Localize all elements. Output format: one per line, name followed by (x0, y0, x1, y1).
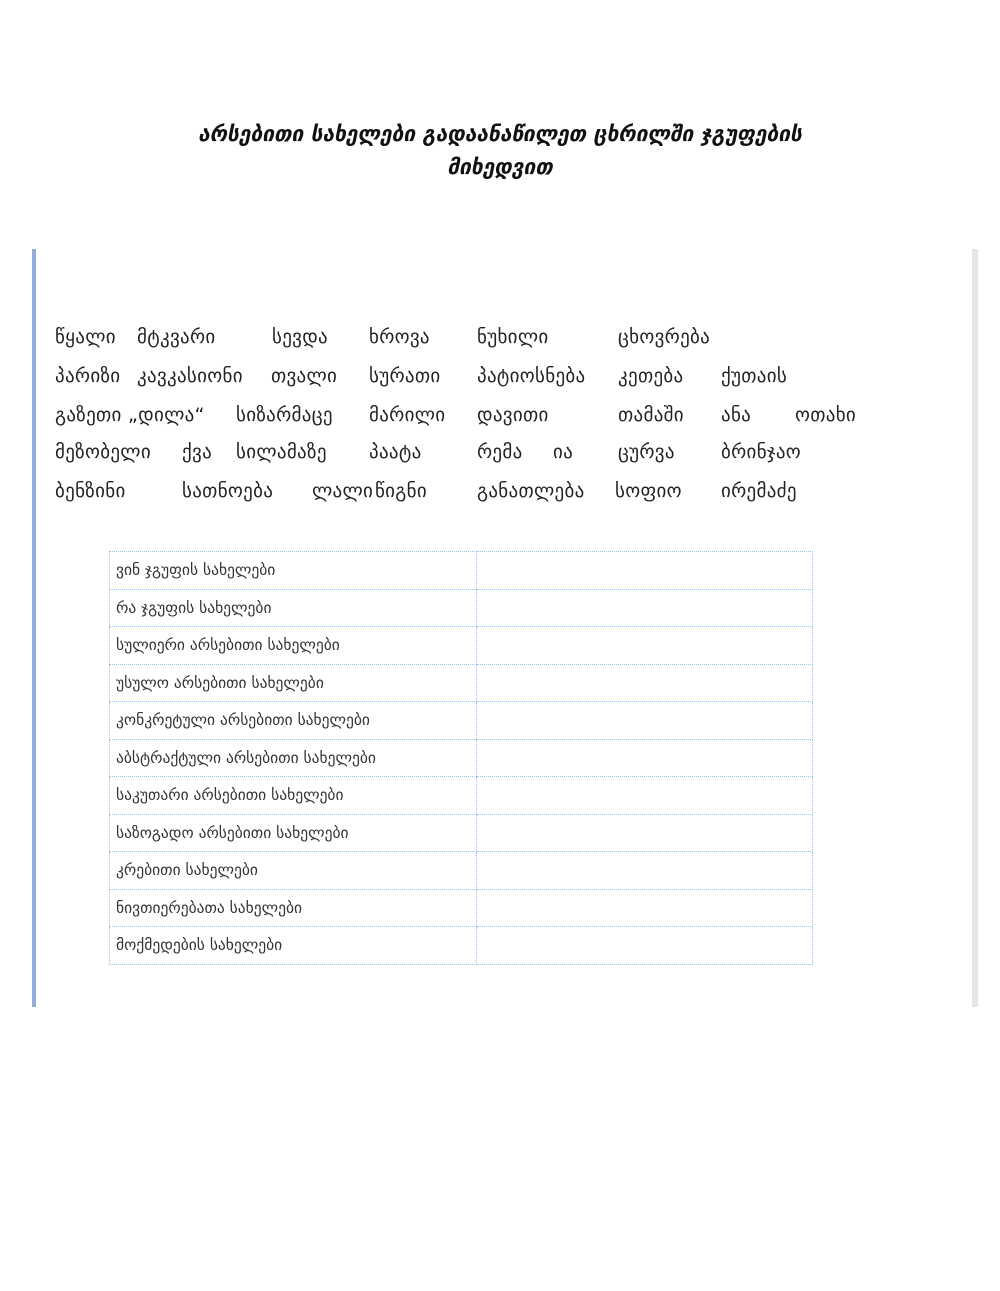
table-row (110, 552, 813, 590)
panel-right-border (972, 249, 978, 1007)
word-bank-word[interactable]: ანა (721, 404, 752, 426)
table-row (110, 927, 813, 965)
category-label: კრებითი სახელები (110, 852, 477, 890)
category-label: მოქმედების სახელები (110, 927, 477, 965)
word-bank-word[interactable]: კავკასიონი (137, 365, 243, 387)
title-line-2: მიხედვით (447, 155, 553, 179)
word-bank-word[interactable]: ცხოვრება (618, 326, 711, 348)
word-bank-word[interactable]: ნუხილი (477, 326, 549, 348)
word-bank-word[interactable]: ხროვა (369, 326, 430, 348)
category-label: ნივთიერებათა სახელები (110, 889, 477, 927)
word-bank-word[interactable]: ქვა (182, 441, 213, 463)
answer-drop-cell[interactable] (477, 589, 813, 627)
word-bank-word[interactable]: დავითი (477, 404, 549, 426)
table-row (110, 589, 813, 627)
word-bank-word[interactable]: პაატა (369, 441, 422, 463)
table-row (110, 627, 813, 665)
word-bank-word[interactable]: თვალი (271, 365, 338, 387)
word-bank-word[interactable]: სურათი (369, 365, 441, 387)
word-bank-word[interactable]: სიზარმაცე (236, 404, 333, 426)
category-label: რა ჯგუფის სახელები (110, 589, 477, 627)
title-line-1: არსებითი სახელები გადაანაწილეთ ცხრილში ჯგუფების (198, 122, 802, 146)
category-label: აბსტრაქტული არსებითი სახელები (110, 739, 477, 777)
word-bank-word[interactable]: მტკვარი (137, 326, 216, 348)
word-bank-word[interactable]: კეთება (618, 365, 684, 387)
word-bank-word[interactable]: სათნოება (182, 480, 274, 502)
table-row (110, 664, 813, 702)
word-bank-word[interactable]: წიგნი (375, 480, 427, 502)
word-bank-word[interactable]: ბრინჯაო (721, 441, 802, 463)
noun-groups-table (109, 551, 813, 965)
answer-drop-cell[interactable] (477, 627, 813, 665)
word-bank-word[interactable]: პატიოსნება (477, 365, 586, 387)
table-row (110, 889, 813, 927)
answer-drop-cell[interactable] (477, 814, 813, 852)
word-bank-word[interactable]: სილამაზე (236, 441, 327, 463)
table-row (110, 814, 813, 852)
word-bank-word[interactable]: გაზეთი „დილა“ (55, 404, 205, 426)
word-bank-word[interactable]: სევდა (272, 326, 329, 348)
word-bank-word[interactable]: მეზობელი (55, 441, 151, 463)
word-bank-word[interactable]: ოთახი (795, 404, 857, 426)
word-bank-word[interactable]: ცურვა (618, 441, 675, 463)
table-row (110, 777, 813, 815)
answer-drop-cell[interactable] (477, 777, 813, 815)
table-row (110, 702, 813, 740)
category-label: კონკრეტული არსებითი სახელები (110, 702, 477, 740)
word-bank-word[interactable]: სოფიო (615, 480, 682, 502)
word-bank-word[interactable]: პარიზი (55, 365, 121, 387)
category-label: სულიერი არსებითი სახელები (110, 627, 477, 665)
word-bank-word[interactable]: მარილი (369, 404, 446, 426)
category-label: ვინ ჯგუფის სახელები (110, 552, 477, 590)
word-bank-word[interactable]: ირემაძე (721, 480, 797, 502)
answer-drop-cell[interactable] (477, 664, 813, 702)
table-row (110, 852, 813, 890)
word-bank-word[interactable]: ლალი (312, 480, 374, 502)
category-label: საზოგადო არსებითი სახელები (110, 814, 477, 852)
answer-drop-cell[interactable] (477, 702, 813, 740)
panel-left-border (32, 249, 36, 1007)
worksheet-title (120, 118, 880, 184)
answer-drop-cell[interactable] (477, 739, 813, 777)
word-bank-word[interactable]: ქუთაის (721, 365, 788, 387)
word-bank-word[interactable]: რემა (477, 441, 523, 463)
word-bank-word[interactable]: თამაში (618, 404, 684, 426)
word-bank-word[interactable]: ია (553, 441, 574, 463)
table-row (110, 739, 813, 777)
word-bank-word[interactable]: ბენზინი (55, 480, 126, 502)
answer-drop-cell[interactable] (477, 927, 813, 965)
word-bank-word[interactable]: წყალი (55, 326, 116, 348)
answer-drop-cell[interactable] (477, 552, 813, 590)
category-label: საკუთარი არსებითი სახელები (110, 777, 477, 815)
category-label: უსულო არსებითი სახელები (110, 664, 477, 702)
answer-drop-cell[interactable] (477, 852, 813, 890)
answer-drop-cell[interactable] (477, 889, 813, 927)
word-bank-word[interactable]: განათლება (477, 480, 585, 502)
